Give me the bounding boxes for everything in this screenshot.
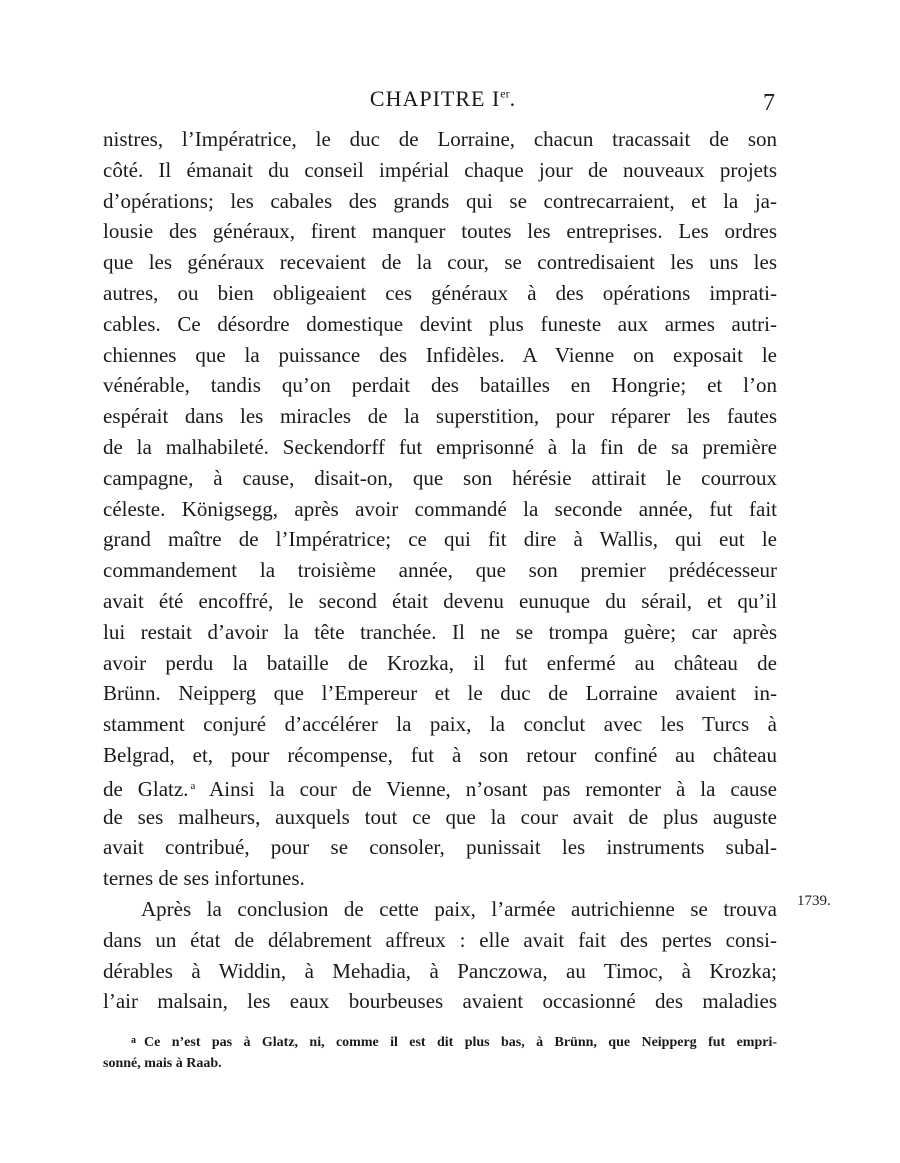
text-line: d’opérations; les cabales des grands qui se contrecarraient, et la ja- [103,188,777,213]
text-line: cables. Ce désordre domestique devint plus funeste aux armes autri- [103,311,777,336]
text-line: avait contribué, pour se consoler, punissait les instruments subal- [103,835,777,860]
text-line: Belgrad, et, pour récompense, fut à son retour confiné au château [103,742,777,767]
footnote-marker: a [131,1035,136,1046]
footnote [103,1029,777,1075]
text-line: côté. Il émanait du conseil impérial chaque jour de nouveaux projets [103,157,777,182]
text-line: que les généraux recevaient de la cour, se contredisaient les uns les [103,250,777,275]
page-number: 7 [763,90,775,116]
margin-year-note: 1739. [797,893,831,909]
text-line: commandement la troisième année, que son premier prédécesseur [103,558,777,583]
footnote-line: sonné, mais à Raab. [103,1056,222,1071]
text-line: dans un état de délabrement affreux : elle avait fait des pertes consi- [103,927,777,952]
footnote-reference: a [190,779,196,792]
footnote-line [103,1029,777,1052]
text-line: lousie des généraux, firent manquer toutes les entreprises. Les ordres [103,219,777,244]
text-line-with-footnote-ref [103,771,777,802]
text-line: chiennes que la puissance des Infidèles. A Vienne on exposait le [103,342,777,367]
text-line: autres, ou bien obligeaient ces généraux à des opérations imprati- [103,280,777,305]
chapter-title-text: CHAPITRE I [369,86,501,111]
text-line: stamment conjuré d’accélérer la paix, la conclut avec les Turcs à [103,712,777,737]
text-line: céleste. Königsegg, après avoir commandé la seconde année, fut fait [103,496,777,521]
text-line: nistres, l’Impératrice, le duc de Lorraine, chacun tracassait de son [103,127,777,151]
page-header [103,86,783,116]
text-line: dérables à Widdin, à Mehadia, à Panczowa, au Timoc, à Krozka; [103,958,777,983]
text-segment: Ainsi la cour de Vienne, n’osant pas remonter à la cause [195,776,777,801]
text-line: ternes de ses infortunes. [103,866,305,891]
chapter-title [103,86,783,112]
text-line: avoir perdu la bataille de Krozka, il fut enfermé au château de [103,650,777,675]
text-segment: de Glatz. [103,776,189,801]
text-line: vénérable, tandis qu’on perdait des batailles en Hongrie; et l’on [103,373,777,398]
chapter-title-superscript: er [500,86,510,101]
body-text [103,124,777,1017]
text-line: Brünn. Neipperg que l’Empereur et le duc de Lorraine avaient in- [103,681,777,706]
text-line: espérait dans les miracles de la superstition, pour réparer les fautes [103,404,777,429]
footnote-text: Ce n’est pas à Glatz, ni, comme il est dit plus bas, à Brünn, que Neipperg fut empri- [144,1035,777,1050]
text-line: avait été encoffré, le second était devenu eunuque du sérail, et qu’il [103,588,777,613]
text-line: lui restait d’avoir la tête tranchée. Il ne se trompa guère; car après [103,619,777,644]
text-line: l’air malsain, les eaux bourbeuses avaient occasionné des maladies [103,989,777,1014]
text-line: campagne, à cause, disait-on, que son hérésie attirait le courroux [103,465,777,490]
text-line: de ses malheurs, auxquels tout ce que la cour avait de plus auguste [103,804,777,829]
text-line: grand maître de l’Impératrice; ce qui fit dire à Wallis, qui eut le [103,527,777,552]
text-line: de la malhabileté. Seckendorff fut emprisonné à la fin de sa première [103,434,777,459]
paragraph-first-line: Après la conclusion de cette paix, l’armée autrichienne se trouva [141,896,777,921]
chapter-title-period: . [509,86,517,111]
